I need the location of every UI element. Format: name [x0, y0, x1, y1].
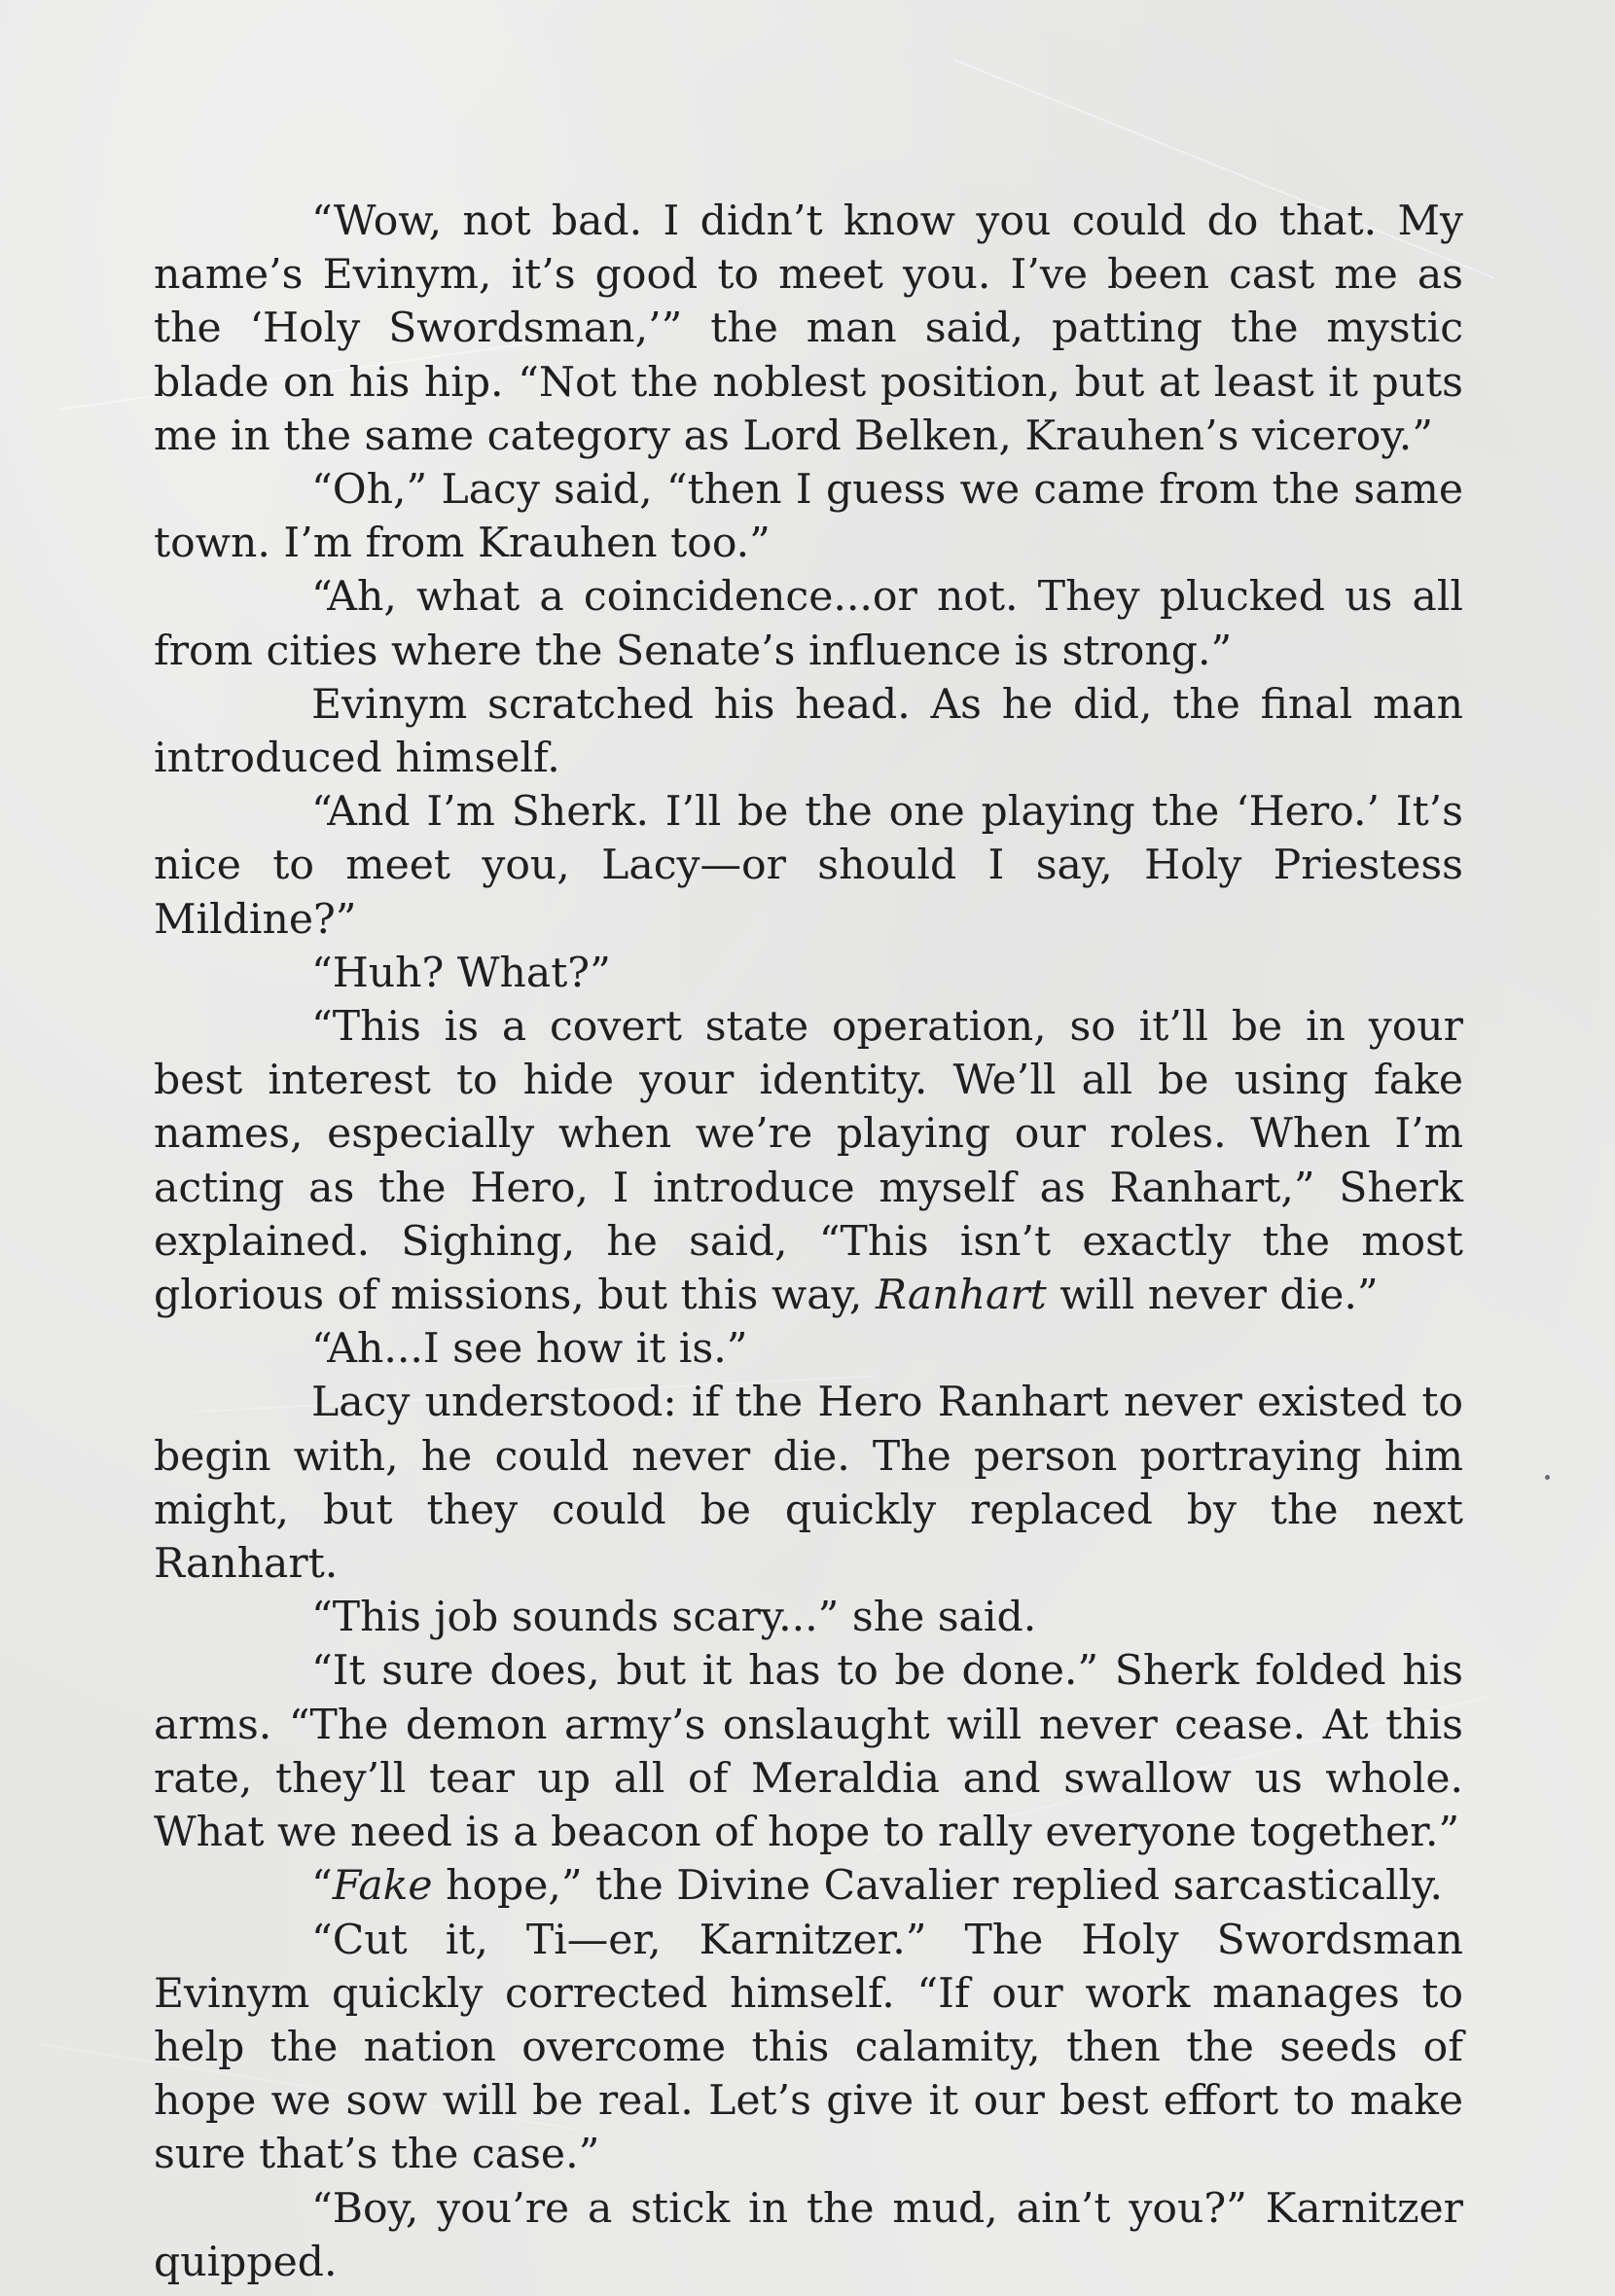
paragraph-text: “ [311, 1862, 333, 1911]
paragraph: “This job sounds scary...” she said. [311, 1594, 1037, 1642]
paragraph-fake-hope [154, 1859, 1463, 1913]
paragraph: “Wow, not bad. I didn’t know you could do that. My name’s Evinym, it’s good to meet you. I’ve been cast me as the ‘Holy Swordsman,’” the man said, patting the mystic blade on his hip. “Not the noblest position, but at least it puts me in the same category as Lord Belken, Krauhen’s viceroy.” [154, 197, 1463, 460]
paragraph: “Cut it, Ti—er, Karnitzer.” The Holy Swordsman Evinym quickly corrected himself. “If our work manages to help the nation overcome this calamity, then the seeds of hope we sow will be real. Let’s give it our best effort to make sure that’s the case.” [154, 1916, 1463, 2179]
italic-name: Ranhart [875, 1272, 1047, 1320]
ink-speck [1545, 1475, 1550, 1480]
paragraph-ranhart [154, 1000, 1463, 1322]
italic-word: Fake [332, 1862, 433, 1911]
paragraph: “Ah, what a coincidence...or not. They plucked us all from cities where the Senate’s influence is strong.” [154, 573, 1463, 675]
paragraph: “Ah...I see how it is.” [311, 1325, 748, 1374]
paragraph: “Boy, you’re a stick in the mud, ain’t you?” Karnitzer quipped. [154, 2184, 1463, 2286]
paragraph: “It sure does, but it has to be done.” Sherk folded his arms. “The demon army’s onslaught will never cease. At this rate, they’ll tear up all of Meraldia and swallow us whole. What we need is a beacon of hope to rally everyone together.” [154, 1647, 1463, 1857]
paragraph: “And I’m Sherk. I’ll be the one playing the ‘Hero.’ It’s nice to meet you, Lacy—or should I say, Holy Priestess Mildine?” [154, 788, 1463, 944]
paragraph: Evinym scratched his head. As he did, the final man introduced himself. [154, 680, 1463, 783]
story-text [154, 195, 1463, 2289]
paragraph-text: hope,” the Divine Cavalier replied sarcastically. [432, 1862, 1443, 1911]
paragraph-text: “This is a covert state operation, so it’ll be in your best interest to hide your identity. We’ll all be using fake names, especially when we’re playing our roles. When I’m acting as the Hero, I introduce myself as Ranhart,” Sherk explained. Sighing, he said, “This isn’t exactly the most glorious of missions, but this way, [154, 1003, 1463, 1320]
paragraph: “Huh? What?” [311, 949, 611, 997]
paragraph: “Oh,” Lacy said, “then I guess we came from the same town. I’m from Krauhen too.” [154, 466, 1463, 568]
paragraph: Lacy understood: if the Hero Ranhart never existed to begin with, he could never die. The person portraying him might, but they could be quickly replaced by the next Ranhart. [154, 1379, 1463, 1589]
paragraph-text: will never die.” [1046, 1272, 1379, 1320]
